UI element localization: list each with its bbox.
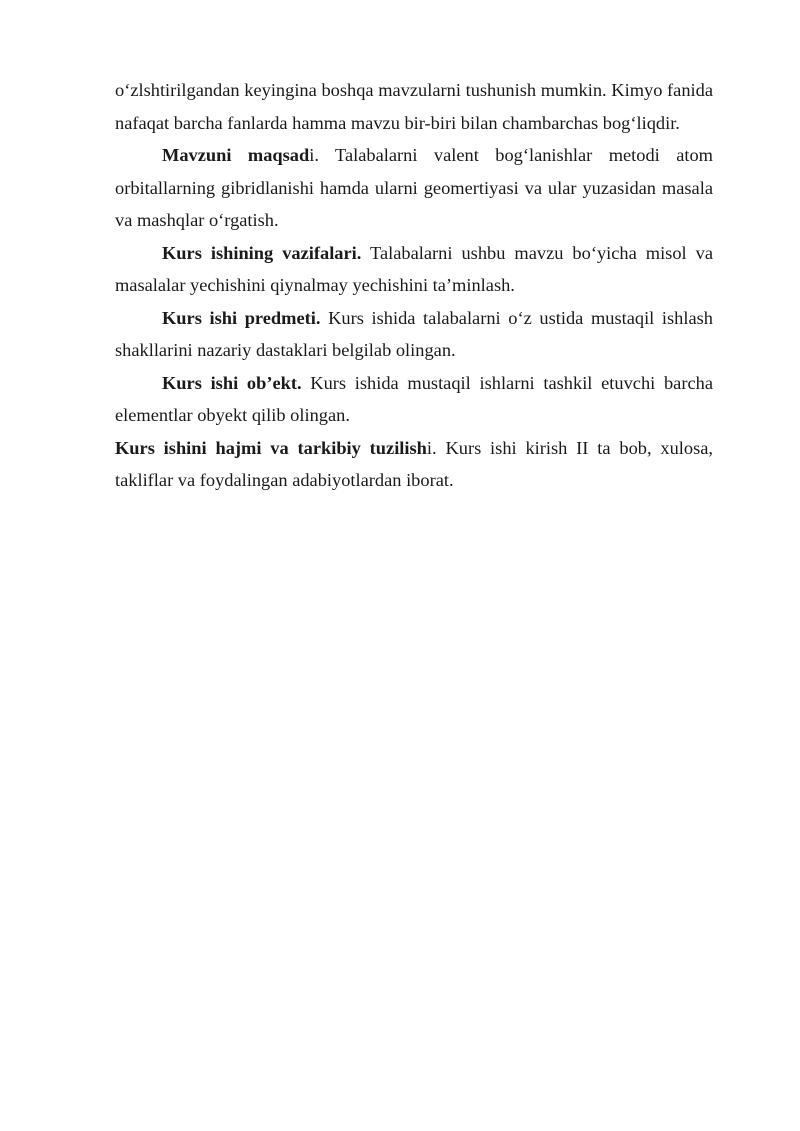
document-body [115, 74, 713, 497]
paragraph-text: Kurs ishida mustaqil ishlarni tashkil etuvchi barcha elementlar obyekt qilib olingan. [115, 372, 713, 425]
paragraph-object [115, 367, 713, 432]
paragraph-heading: Kurs ishi ob’ekt. [162, 372, 302, 393]
paragraph-structure [115, 432, 713, 497]
paragraph-text: i. Talabalarni valent bog‘lanishlar metodi atom orbitallarning gibridlanishi hamda ularni geomertiyasi va ular yuzasidan masala va mashqlar o‘rgatish. [115, 145, 713, 230]
paragraph-text: o‘zlshtirilgandan keyingina boshqa mavzularni tushunish mumkin. Kimyo fanida nafaqat barcha fanlarda hamma mavzu bir-biri bilan chambarchas bog‘liqdir. [115, 80, 713, 133]
paragraph-text: Talabalarni ushbu mavzu bo‘yicha misol va masalalar yechishini qiynalmay yechishini ta’minlash. [115, 242, 713, 295]
paragraph-text: Kurs ishida talabalarni o‘z ustida mustaqil ishlash shakllarini nazariy dastaklari belgilab olingan. [115, 307, 713, 360]
paragraph-subject [115, 302, 713, 367]
paragraph-goal [115, 139, 713, 237]
paragraph-heading: Mavzuni maqsad [162, 145, 310, 165]
paragraph-heading: Kurs ishi predmeti. [162, 307, 321, 328]
paragraph-text: i. Kurs ishi kirish II ta bob, xulosa, takliflar va foydalingan adabiyotlardan iborat. [115, 437, 713, 490]
paragraph-intro-continuation [115, 74, 713, 139]
paragraph-heading: Kurs ishining vazifalari. [162, 242, 362, 263]
paragraph-tasks [115, 237, 713, 302]
paragraph-heading: Kurs ishini hajmi va tarkibiy tuzilish [115, 437, 427, 458]
